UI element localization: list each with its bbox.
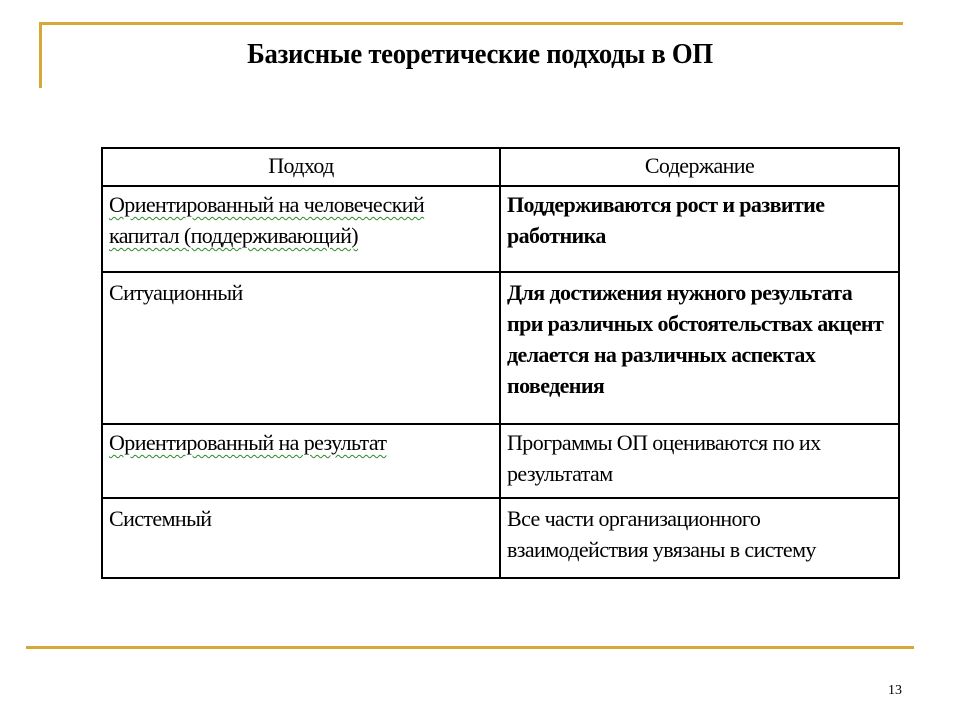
approach-cell <box>102 498 500 578</box>
content-cell <box>500 272 899 424</box>
table-row <box>102 498 899 578</box>
slide-title: Базисные теоретические подходы в ОП <box>247 38 713 70</box>
bottom-accent-rule <box>26 646 914 649</box>
top-accent-rule <box>39 22 903 25</box>
approach-cell <box>102 186 500 272</box>
table-row <box>102 272 899 424</box>
approach-text: Ориентированный на результат <box>109 430 387 455</box>
header-approach: Подход <box>102 148 500 186</box>
table-header-row <box>102 148 899 186</box>
approach-text: Ситуационный <box>109 280 243 305</box>
approaches-table <box>101 147 900 579</box>
approach-cell <box>102 424 500 498</box>
approach-cell <box>102 272 500 424</box>
header-content: Содержание <box>500 148 899 186</box>
content-cell <box>500 424 899 498</box>
content-cell <box>500 498 899 578</box>
page-number: 13 <box>888 683 902 698</box>
content-text: Поддерживаются рост и развитие работника <box>507 192 825 248</box>
approach-text: Системный <box>109 506 212 531</box>
content-text: Все части организационного взаимодействия увязаны в систему <box>507 506 816 562</box>
content-text: Программы ОП оцениваются по их результатам <box>507 430 821 486</box>
content-cell <box>500 186 899 272</box>
approach-text: Ориентированный на человеческий капитал (поддерживающий) <box>109 192 425 248</box>
table-row <box>102 424 899 498</box>
table-row <box>102 186 899 272</box>
content-text: Для достижения нужного результата при различных обстоятельствах акцент делается на различных аспектах поведения <box>507 280 884 398</box>
